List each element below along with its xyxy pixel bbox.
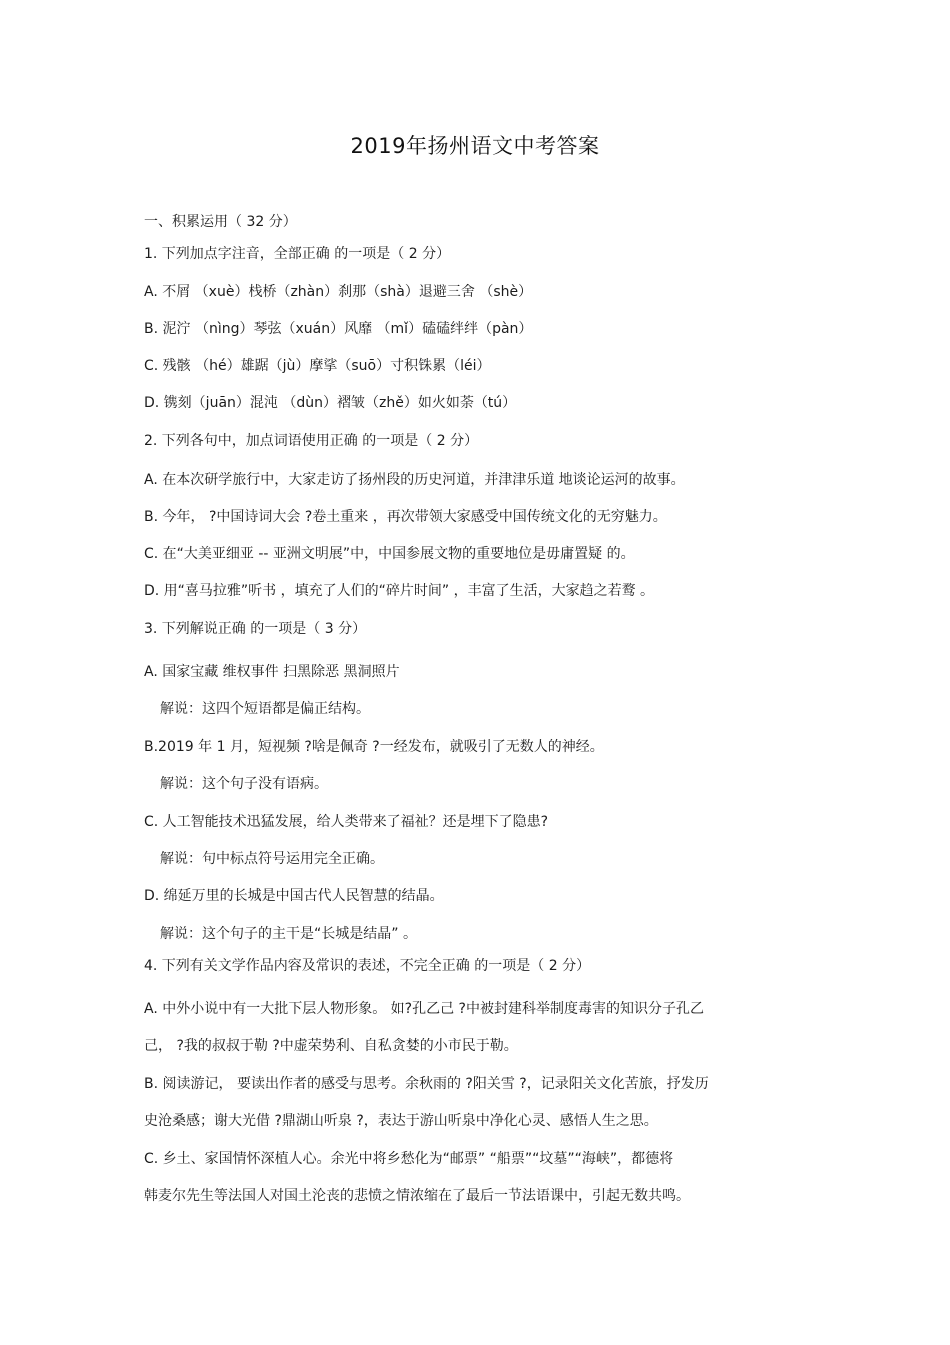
option-1a: A. 不屑 （xuè）栈桥（zhàn）刹那（shà）退避三舍 （shè）	[144, 284, 533, 300]
document-title: 2019年扬州语文中考答案	[350, 134, 600, 158]
option-3d: D. 绵延万里的长城是中国古代人民智慧的结晶。	[144, 888, 444, 904]
option-3a: A. 国家宝藏 维权事件 扫黑除恶 黑洞照片	[144, 664, 400, 680]
section-heading: 一、积累运用（ 32 分）	[144, 214, 297, 230]
question-1: 1. 下列加点字注音，全部正确 的一项是（ 2 分）	[144, 246, 451, 262]
option-3b: B.2019 年 1 月，短视频 ?啥是佩奇 ?一经发布，就吸引了无数人的神经。	[144, 739, 604, 755]
explanation-3a: 解说：这四个短语都是偏正结构。	[160, 701, 370, 717]
option-4c-line2: 韩麦尔先生等法国人对国土沦丧的悲愤之情浓缩在了最后一节法语课中，引起无数共鸣。	[144, 1188, 690, 1204]
question-2: 2. 下列各句中，加点词语使用正确 的一项是（ 2 分）	[144, 433, 479, 449]
option-2d: D. 用“喜马拉雅”听书 ，填充了人们的“碎片时间” ，丰富了生活，大家趋之若鹜 。	[144, 583, 655, 599]
explanation-3d: 解说：这个句子的主干是“长城是结晶” 。	[160, 926, 417, 942]
option-1c: C. 残骸 （hé）雄踞（jù）摩挲（suō）寸积铢累（léi）	[144, 358, 491, 374]
question-4: 4. 下列有关文学作品内容及常识的表述，不完全正确 的一项是（ 2 分）	[144, 958, 591, 974]
option-4b-line1: B. 阅读游记， 要读出作者的感受与思考。余秋雨的 ?阳关雪 ?，记录阳关文化苦旅，抒发历	[144, 1076, 709, 1092]
option-4a-line2: 己， ?我的叔叔于勒 ?中虚荣势利、自私贪婪的小市民于勒。	[144, 1038, 518, 1054]
option-3c: C. 人工智能技术迅猛发展，给人类带来了福祉？还是埋下了隐患?	[144, 814, 549, 830]
option-2b: B. 今年， ?中国诗词大会 ?卷土重来 ，再次带领大家感受中国传统文化的无穷魅力。	[144, 509, 667, 525]
option-2a: A. 在本次研学旅行中，大家走访了扬州段的历史河道，并津津乐道 地谈论运河的故事。	[144, 472, 685, 488]
option-1b: B. 泥泞 （nìng）琴弦（xuán）风靡 （mǐ）磕磕绊绊（pàn）	[144, 321, 533, 337]
option-2c: C. 在“大美亚细亚 -- 亚洲文明展”中，中国参展文物的重要地位是毋庸置疑 的。	[144, 546, 635, 562]
explanation-3b: 解说：这个句子没有语病。	[160, 776, 328, 792]
option-4c-line1: C. 乡土、家国情怀深植人心。余光中将乡愁化为“邮票” “船票”“坟墓”“海峡”，都德将	[144, 1151, 674, 1167]
explanation-3c: 解说：句中标点符号运用完全正确。	[160, 851, 384, 867]
option-4b-line2: 史沧桑感；谢大光借 ?鼎湖山听泉 ?，表达于游山听泉中净化心灵、感悟人生之思。	[144, 1113, 658, 1129]
question-3: 3. 下列解说正确 的一项是（ 3 分）	[144, 621, 367, 637]
option-4a-line1: A. 中外小说中有一大批下层人物形象。 如?孔乙己 ?中被封建科举制度毒害的知识分子孔乙	[144, 1001, 704, 1017]
option-1d: D. 镌刻（juān）混沌 （dùn）褶皱（zhě）如火如荼（tú）	[144, 395, 517, 411]
